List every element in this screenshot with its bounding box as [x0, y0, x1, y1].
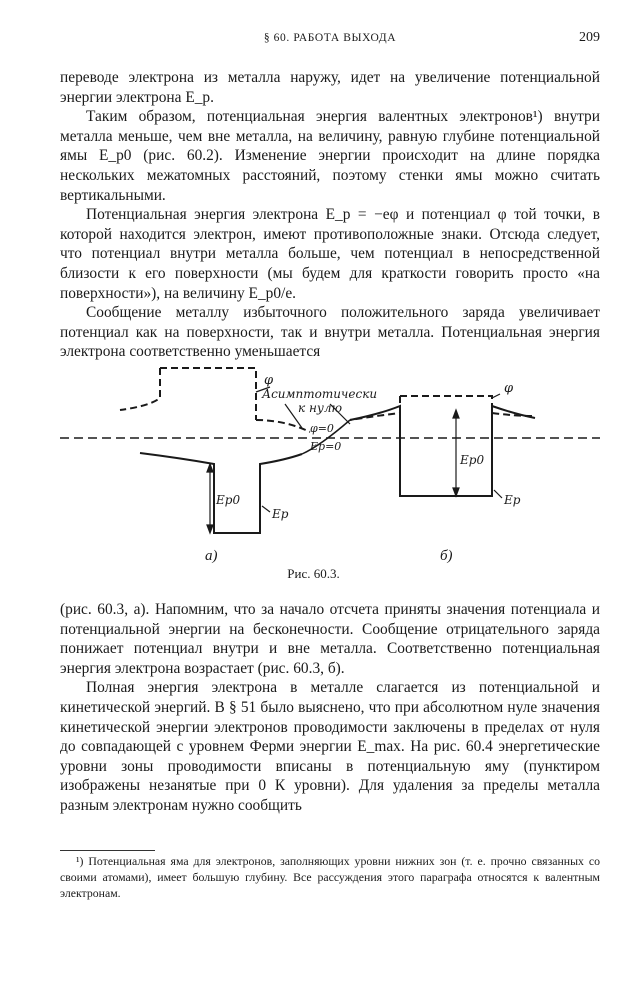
page-number: 209 — [579, 30, 600, 45]
label-ep0-b: Ep0 — [460, 453, 485, 467]
figure-60-3 — [60, 358, 600, 598]
potential-curve-b — [400, 396, 492, 458]
figure-caption: Рис. 60.3. — [287, 566, 340, 581]
label-asymptotic: Асимптотически — [262, 387, 378, 401]
label-ep0-a: Ep0 — [216, 493, 241, 507]
paragraph: (рис. 60.3, а). Напомним, что за начало отсчета приняты значения потенциала и потенциальной энергии на бесконечности. Сообщение отрицательного заряда понижает потенциал внутри и вне металла. Соответственно потенциальная энергия электрона возрастает (рис. 60.3, б). — [60, 601, 600, 677]
running-header — [60, 32, 600, 52]
body-text-top — [60, 68, 600, 362]
footnote-rule — [60, 850, 155, 851]
label-phi-b: φ — [504, 381, 514, 396]
label-ep-a: Ep — [272, 507, 289, 521]
footnote-text: ¹) Потенциальная яма для электронов, заполняющих уровни нижних зон (т. е. прочно связанных со своими атомами), имеет большую глубину. Все рассуждения этого параграфа относятся к валентным электронам. — [60, 854, 600, 900]
paragraph: Полная энергия электрона в металле слагается из потенциальной и кинетической энергий. В § 51 было выяснено, что при абсолютном нуле значения кинетической энергии электронов проводимости заключены в пределах от нуля до совпадающей с уровнем Ферми энергии E_max. На рис. 60.4 энергетические уровни зоны проводимости вписаны в потенциальную яму (пунктиром изображены незанятые при 0 К уровни). Для удаления за пределы металла разным электронам нужно сообщить — [60, 679, 600, 814]
paragraph: Сообщение металлу избыточного положительного заряда увеличивает потенциал как на поверхности, так и внутри металла. Потенциальная энергия электрона соответственно уменьшается — [60, 304, 600, 361]
subfigure-label-a: а) — [205, 548, 218, 564]
label-phi-a: φ — [264, 373, 274, 388]
energy-well-b — [350, 406, 535, 496]
label-to-zero: к нулю — [298, 401, 343, 415]
potential-curve-a — [160, 368, 256, 420]
potential-diagram — [60, 358, 600, 568]
paragraph: переводе электрона из металла наружу, идет на увеличение потенциальной энергии электрона E_p. — [60, 69, 600, 106]
label-ep-zero: Ep=0 — [310, 440, 342, 453]
footnote — [60, 853, 600, 901]
paragraph: Потенциальная энергия электрона E_p = −eφ и потенциал φ той точки, в которой находится электрон, имеют противоположные знаки. Отсюда следует, что потенциал внутри металла больше, чем потенциал в непосредственной близости к его поверхности (мы будем для краткости говорить просто «на поверхности»), на величину E_p0/e. — [60, 206, 600, 302]
paragraph: Таким образом, потенциальная энергия валентных электронов¹) внутри металла меньше, чем вне металла, на величину, равную глубине потенциальной ямы E_p0 (рис. 60.2). Изменение энергии происходит на длине порядка нескольких межатомных расстояний, поэтому стенки ямы можно считать вертикальными. — [60, 108, 600, 204]
label-phi-zero: φ=0 — [310, 422, 334, 435]
running-title: § 60. РАБОТА ВЫХОДА — [263, 32, 397, 44]
subfigure-label-b: б) — [440, 548, 453, 564]
label-ep-b: Ep — [504, 493, 521, 507]
body-text-bottom — [60, 600, 600, 816]
